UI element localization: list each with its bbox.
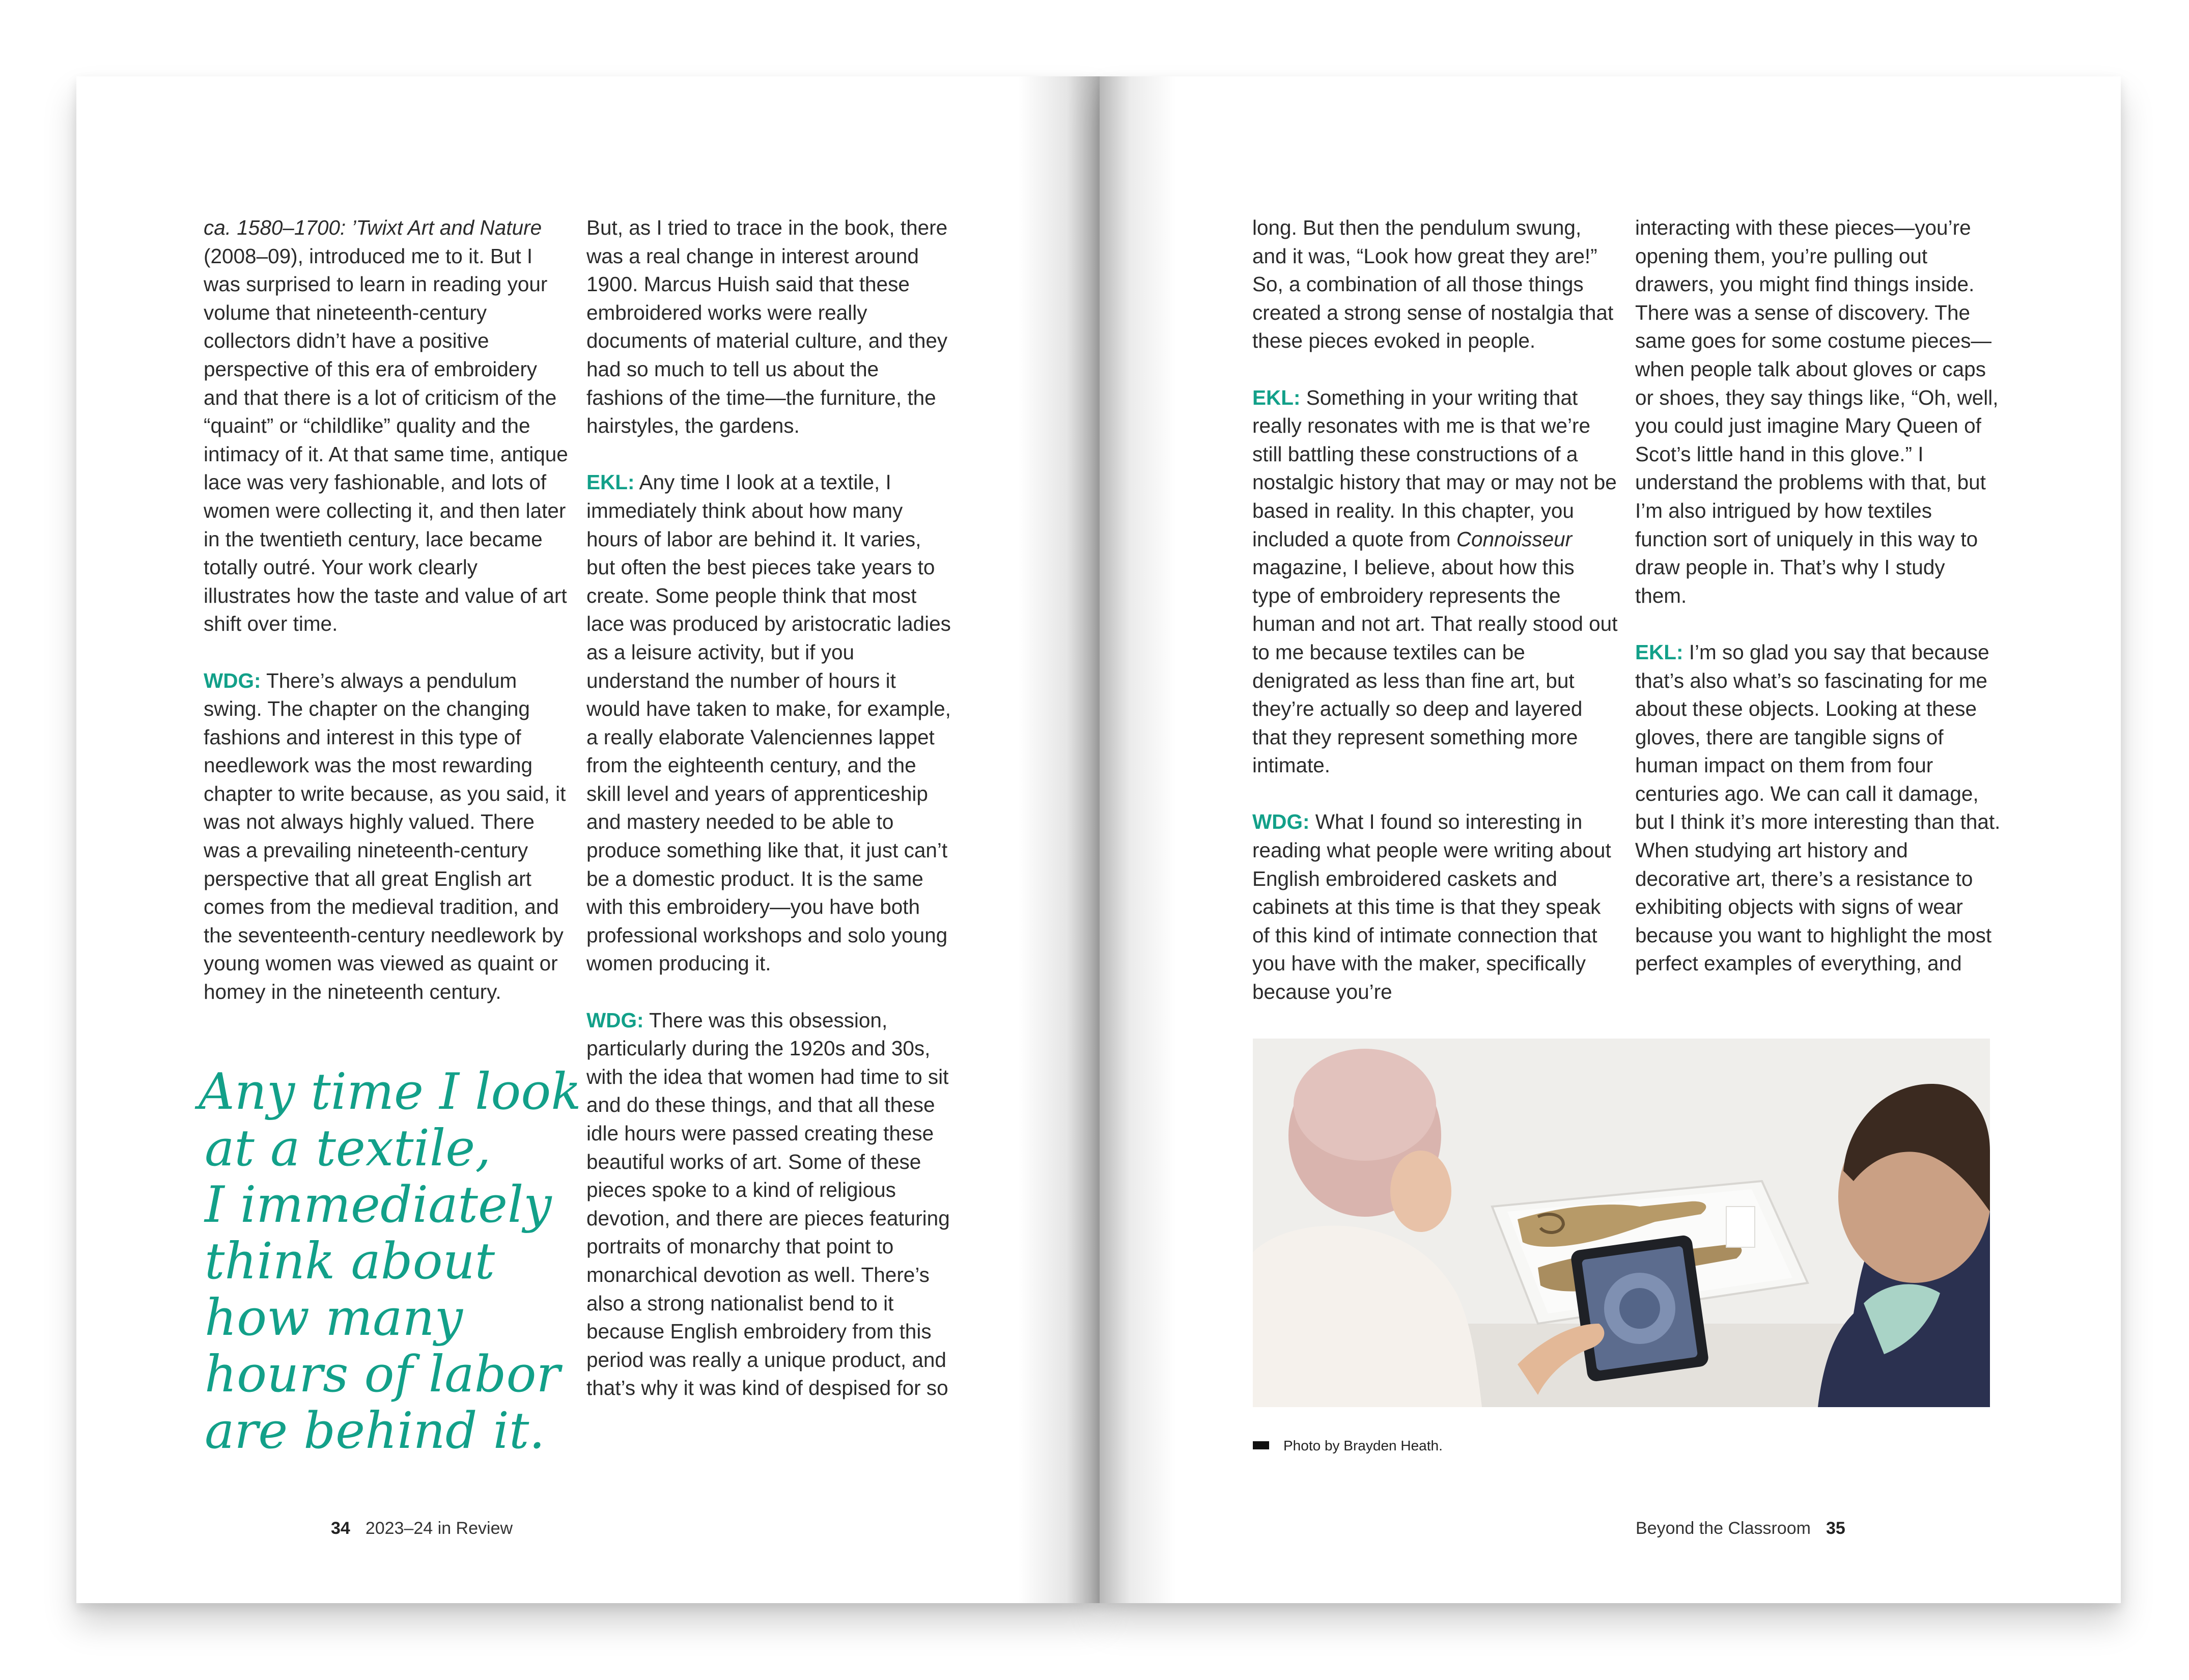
speaker-label: WDG:: [586, 1008, 644, 1032]
photo: [1253, 1039, 1990, 1407]
paragraph: interacting with these pieces—you’re opening them, you’re pulling out drawers, you might find things inside. There was a sense of discovery. The same goes for some costume pieces—when people talk about gloves or caps or shoes, they say things like, “Oh, well, you could just imagine Mary Queen of Scot’s little hand in this glove.” I understand the problems with that, but I’m also intrigued by how textiles function sort of uniquely in this way to draw people in. That’s why I study them.: [1635, 216, 1999, 607]
photo-caption: Photo by Brayden Heath.: [1253, 1436, 1443, 1456]
paragraph: ca. 1580–1700: ’Twixt Art and Nature (2008–09), introduced me to it. But I was surprised to learn in reading your volume that nineteenth-century collectors didn’t have a positive perspective of this era of embroidery and that there is a lot of criticism of the “quaint” or “childlike” quality and the intimacy of it. At that same time, antique lace was very fashionable, and lots of women were collecting it, and then later in the twentieth century, lace became totally outré. Your work clearly illustrates how the taste and value of art shift over time.: [204, 216, 568, 636]
paragraph: WDG: What I found so interesting in reading what people were writing about English embroidered caskets and cabinets at this time is that they speak of this kind of intimate connection that you have with the maker, specifically because you’re: [1252, 810, 1611, 1004]
paragraph: But, as I tried to trace in the book, there was a real change in interest around 1900. Marcus Huish said that these embroidered works were really documents of material culture, and they had so much to tell us about the fashions of the time—the furniture, the hairstyles, the gardens.: [586, 216, 948, 438]
section-label: Beyond the Classroom: [1636, 1519, 1811, 1538]
speaker-label: WDG:: [1252, 810, 1310, 834]
folio-right: [1636, 1517, 1845, 1539]
left-column-2: [586, 214, 953, 1403]
speaker-label: WDG:: [204, 668, 261, 692]
page-number: 34: [331, 1519, 350, 1538]
folio-left: [331, 1517, 513, 1539]
speaker-label: EKL:: [586, 470, 635, 494]
paragraph: EKL: I’m so glad you say that because that’s also what’s so fascinating for me about these objects. Looking at these gloves, there are tangible signs of human impact on them from four centuries ago. We can call it damage, but I think it’s more interesting than that. When studying art history and decorative art, there’s a resistance to exhibiting objects with signs of wear because you want to highlight the most perfect examples of everything, and: [1635, 640, 2001, 975]
page-number: 35: [1826, 1519, 1845, 1538]
paragraph: EKL: Any time I look at a textile, I immediately think about how many hours of labor are behind it. It varies, but often the best pieces take years to create. Some people think that most lace was produced by aristocratic ladies as a leisure activity, but if you understand the number of hours it would have taken to make, for example, a really elaborate Valenciennes lappet from the eighteenth century, and the skill level and years of apprenticeship and mastery needed to be able to produce something like that, it just can’t be a domestic product. It is the same with this embroidery—you have both professional workshops and solo young women producing it.: [586, 470, 951, 975]
photo-illustration: [1253, 1039, 1990, 1407]
paragraph: WDG: There was this obsession, particularly during the 1920s and 30s, with the idea that women had time to sit and do these things, and that all these idle hours were passed creating these beautiful works of art. Some of these pieces spoke to a kind of religious devotion, and there are pieces featuring portraits of monarchy that point to monarchical devotion as well. There’s also a strong nationalist bend to it because English embroidery from this period was really a unique product, and that’s why it was kind of despised for so: [586, 1008, 950, 1400]
paragraph: EKL: Something in your writing that really resonates with me is that we’re still battling these constructions of a nostalgic history that may or may not be based in reality. In this chapter, you included a quote from Connoisseur magazine, I believe, about how this type of embroidery represents the human and not art. That really stood out to me because textiles can be denigrated as less than fine art, but they’re actually so deep and layered that they represent something more intimate.: [1252, 385, 1618, 777]
right-column-2: [1635, 214, 2002, 978]
speaker-label: EKL:: [1635, 640, 1683, 664]
pull-quote: Any time I look at a textile, I immediately think about how many hours of labor are behind it.: [199, 1063, 581, 1460]
section-label: 2023–24 in Review: [365, 1519, 513, 1538]
paragraph: WDG: There’s always a pendulum swing. The chapter on the changing fashions and interest in this type of needlework was the most rewarding chapter to write because, as you said, it was not always highly valued. There was a prevailing nineteenth-century perspective that all great English art comes from the medieval tradition, and the seventeenth-century needlework by young women was viewed as quaint or homey in the nineteenth century.: [204, 668, 566, 1004]
speaker-label: EKL:: [1252, 385, 1301, 409]
paragraph: long. But then the pendulum swung, and it was, “Look how great they are!” So, a combination of all those things created a strong sense of nostalgia that these pieces evoked in people.: [1252, 216, 1614, 353]
left-column-1: [204, 214, 570, 1006]
right-column-1: [1252, 214, 1619, 1006]
caption-marker-icon: [1253, 1441, 1269, 1449]
